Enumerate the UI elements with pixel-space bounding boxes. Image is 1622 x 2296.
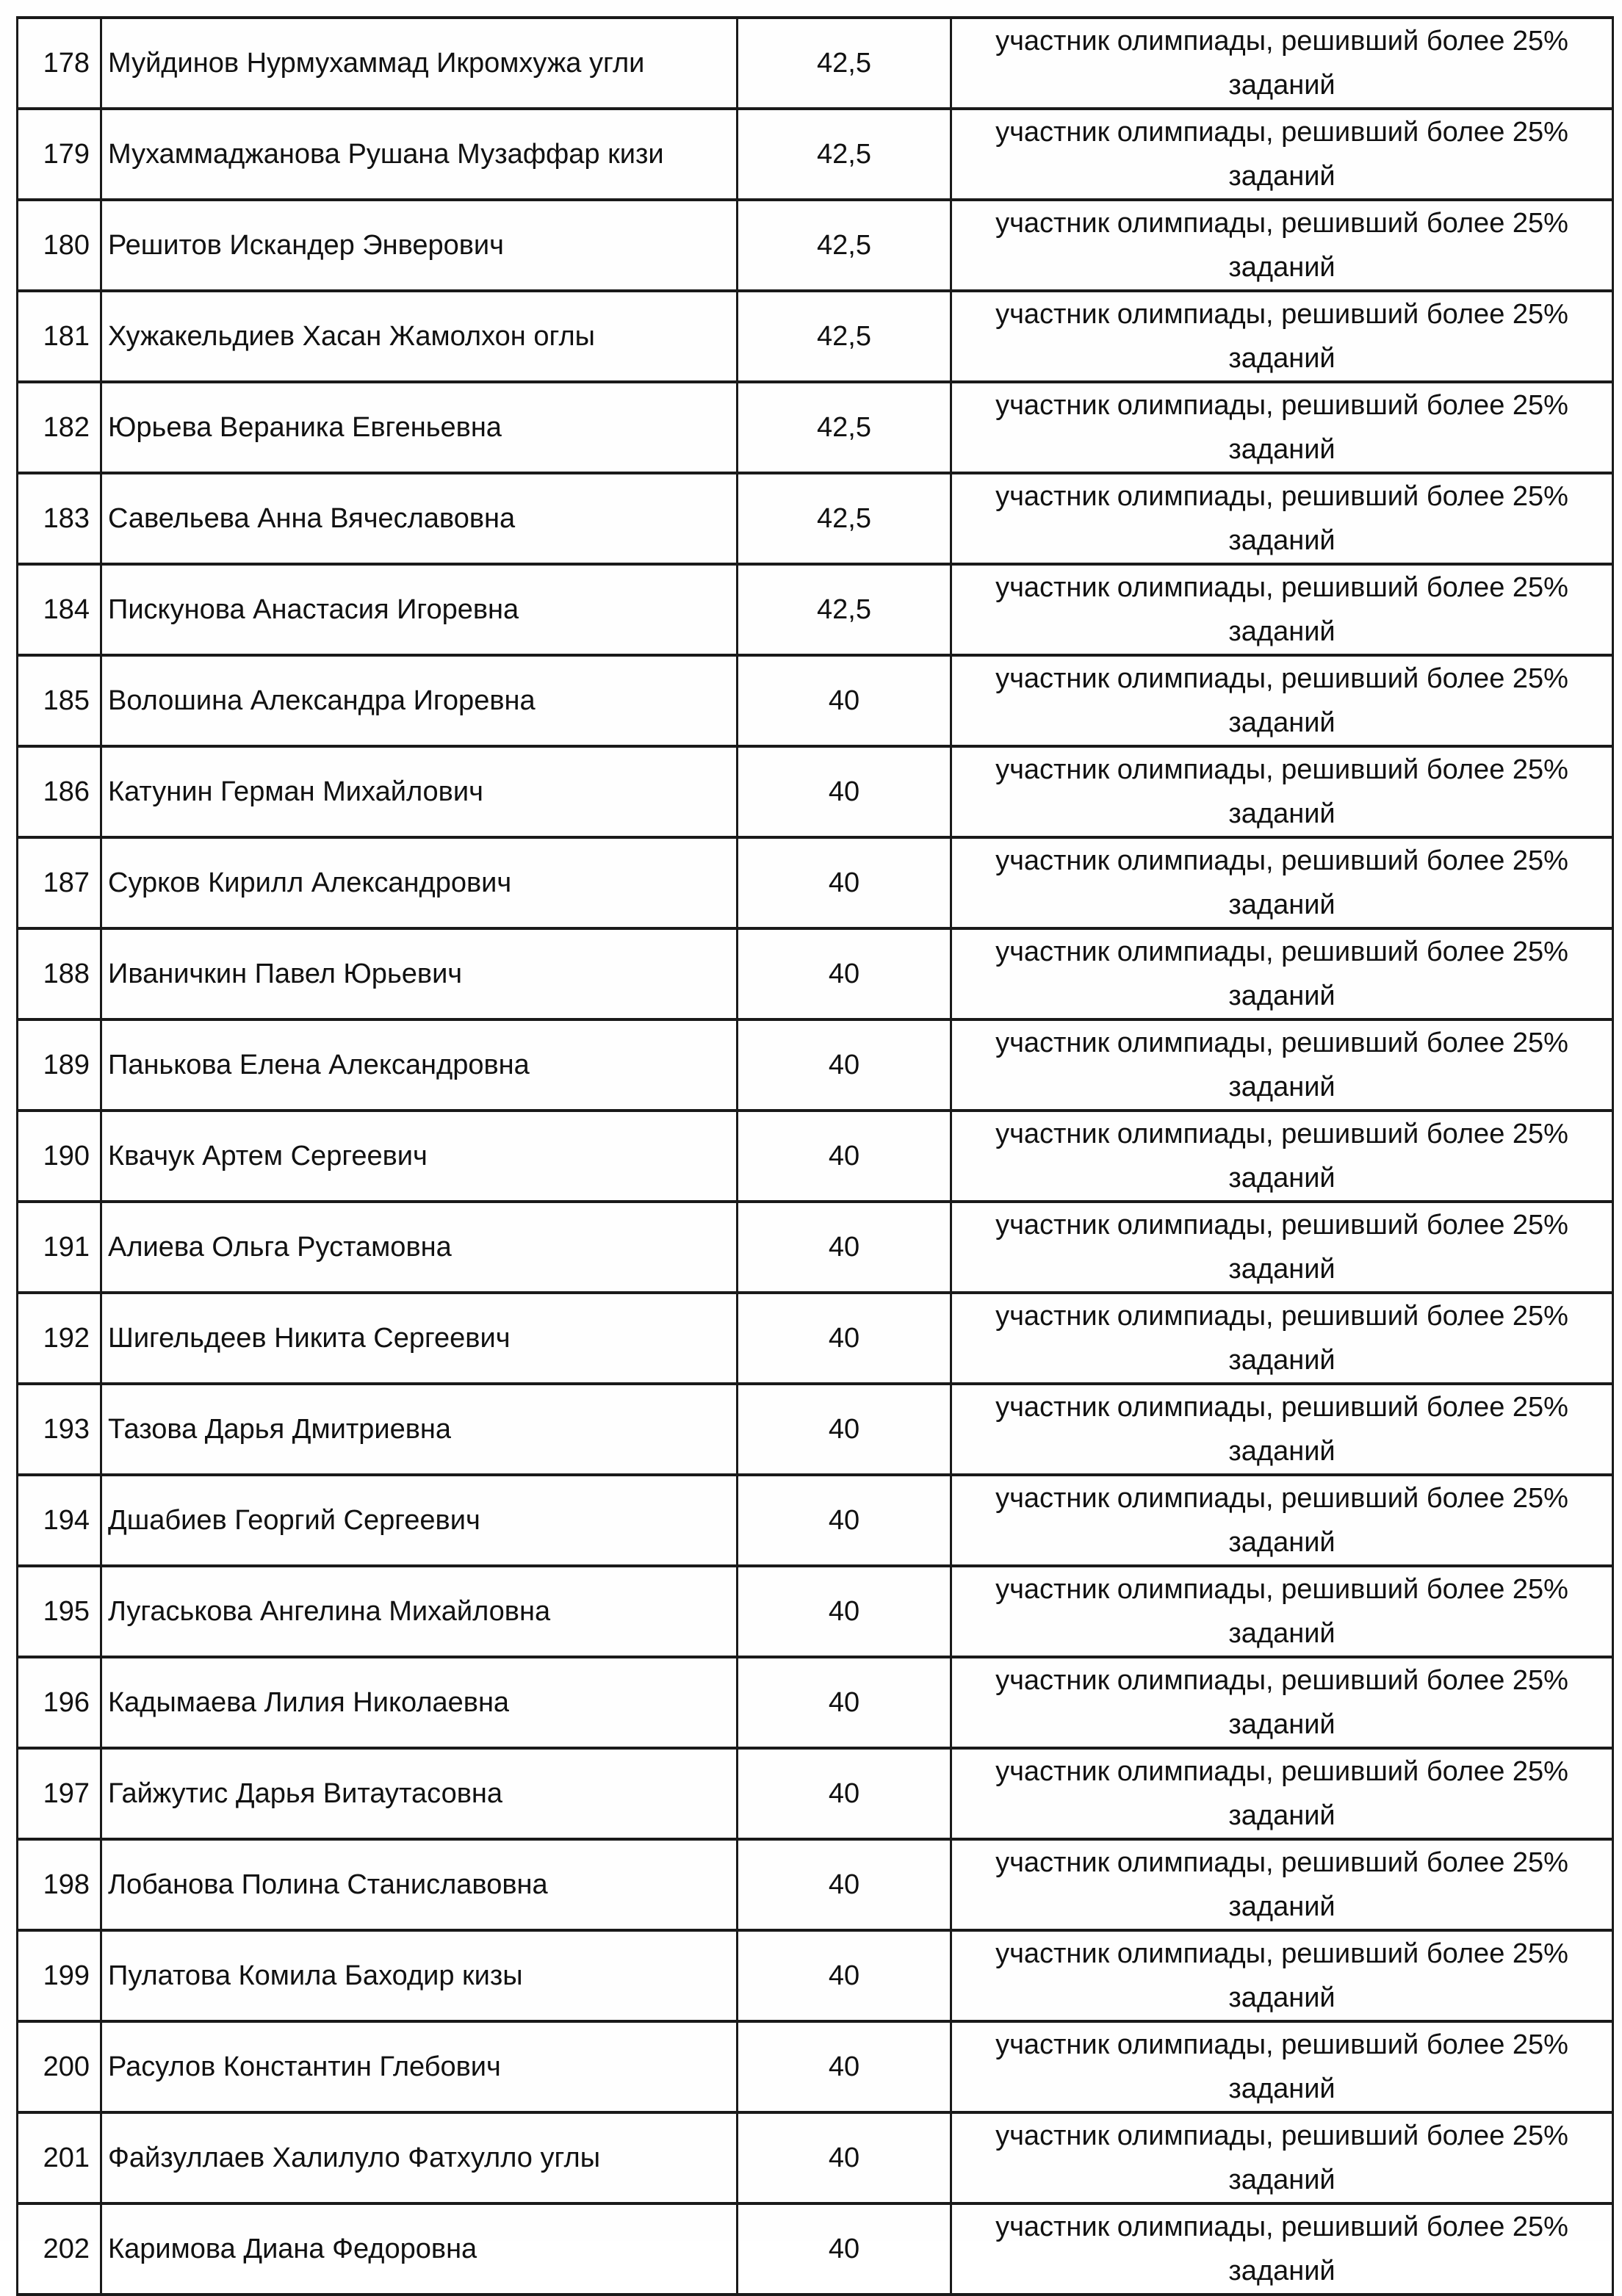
score-cell: 40 — [738, 2112, 951, 2203]
status-line-1: участник олимпиады, решивший более 25% — [995, 390, 1568, 421]
row-number-cell: 179 — [18, 109, 101, 200]
table-row — [18, 655, 1613, 746]
participant-name-cell: Кадымаева Лилия Николаевна — [101, 1657, 738, 1748]
row-number-cell: 182 — [18, 382, 101, 473]
table-row — [18, 200, 1613, 291]
status-cell — [951, 1748, 1613, 1839]
score-cell: 40 — [738, 1566, 951, 1657]
table-row — [18, 109, 1613, 200]
participant-name-cell: Пулатова Комила Баходир кизы — [101, 1930, 738, 2021]
table-row — [18, 1657, 1613, 1748]
score-cell: 40 — [738, 1748, 951, 1839]
table-row — [18, 1930, 1613, 2021]
row-number-cell: 184 — [18, 564, 101, 655]
row-number-cell: 187 — [18, 837, 101, 928]
status-cell — [951, 1293, 1613, 1384]
status-line-2: заданий — [1228, 161, 1336, 192]
participant-name-cell: Мухаммаджанова Рушана Музаффар кизи — [101, 109, 738, 200]
table-row — [18, 1111, 1613, 1202]
table-row — [18, 1019, 1613, 1111]
participant-name-cell: Иваничкин Павел Юрьевич — [101, 928, 738, 1019]
status-line-1: участник олимпиады, решивший более 25% — [995, 1119, 1568, 1149]
score-cell: 40 — [738, 655, 951, 746]
table-row — [18, 1748, 1613, 1839]
status-cell — [951, 2203, 1613, 2295]
status-line-1: участник олимпиады, решивший более 25% — [995, 754, 1568, 785]
row-number-cell: 183 — [18, 473, 101, 564]
participant-name-cell: Хужакельдиев Хасан Жамолхон оглы — [101, 291, 738, 382]
status-line-2: заданий — [1228, 1254, 1336, 1285]
participant-name-cell: Лугаськова Ангелина Михайловна — [101, 1566, 738, 1657]
participant-name-cell: Катунин Герман Михайлович — [101, 746, 738, 837]
row-number-cell: 193 — [18, 1384, 101, 1475]
table-row — [18, 837, 1613, 928]
table-row — [18, 2203, 1613, 2295]
status-cell — [951, 200, 1613, 291]
table-row — [18, 746, 1613, 837]
score-cell: 40 — [738, 1019, 951, 1111]
table-row — [18, 1293, 1613, 1384]
status-line-2: заданий — [1228, 2256, 1336, 2286]
results-table — [16, 16, 1614, 2296]
participant-name-cell: Решитов Искандер Энверович — [101, 200, 738, 291]
status-line-1: участник олимпиады, решивший более 25% — [995, 845, 1568, 876]
table-row — [18, 382, 1613, 473]
row-number-cell: 188 — [18, 928, 101, 1019]
participant-name-cell: Расулов Константин Глебович — [101, 2021, 738, 2112]
participant-name-cell: Сурков Кирилл Александрович — [101, 837, 738, 928]
status-line-2: заданий — [1228, 252, 1336, 283]
status-cell — [951, 1202, 1613, 1293]
status-line-1: участник олимпиады, решивший более 25% — [995, 1028, 1568, 1058]
status-cell — [951, 1384, 1613, 1475]
score-cell: 40 — [738, 2021, 951, 2112]
status-line-1: участник олимпиады, решивший более 25% — [995, 1301, 1568, 1332]
status-line-2: заданий — [1228, 1345, 1336, 1376]
row-number-cell: 181 — [18, 291, 101, 382]
status-line-2: заданий — [1228, 707, 1336, 738]
status-line-2: заданий — [1228, 2073, 1336, 2104]
participant-name-cell: Тазова Дарья Дмитриевна — [101, 1384, 738, 1475]
status-line-1: участник олимпиады, решивший более 25% — [995, 1847, 1568, 1878]
status-line-2: заданий — [1228, 616, 1336, 647]
table-row — [18, 1475, 1613, 1566]
row-number-cell: 195 — [18, 1566, 101, 1657]
score-cell: 40 — [738, 928, 951, 1019]
status-line-2: заданий — [1228, 798, 1336, 829]
status-line-2: заданий — [1228, 1072, 1336, 1102]
status-line-1: участник олимпиады, решивший более 25% — [995, 481, 1568, 512]
participant-name-cell: Лобанова Полина Станиславовна — [101, 1839, 738, 1930]
row-number-cell: 196 — [18, 1657, 101, 1748]
status-line-2: заданий — [1228, 1709, 1336, 1740]
status-line-2: заданий — [1228, 1800, 1336, 1831]
status-line-2: заданий — [1228, 1618, 1336, 1649]
status-line-2: заданий — [1228, 1163, 1336, 1194]
participant-name-cell: Каримова Диана Федоровна — [101, 2203, 738, 2295]
score-cell: 42,5 — [738, 18, 951, 109]
status-cell — [951, 1019, 1613, 1111]
table-row — [18, 1384, 1613, 1475]
status-line-2: заданий — [1228, 1982, 1336, 2013]
row-number-cell: 194 — [18, 1475, 101, 1566]
score-cell: 40 — [738, 1839, 951, 1930]
score-cell: 40 — [738, 837, 951, 928]
status-line-1: участник олимпиады, решивший более 25% — [995, 572, 1568, 603]
row-number-cell: 189 — [18, 1019, 101, 1111]
results-table-body — [18, 18, 1613, 2295]
participant-name-cell: Алиева Ольга Рустамовна — [101, 1202, 738, 1293]
status-line-1: участник олимпиады, решивший более 25% — [995, 1392, 1568, 1423]
score-cell: 40 — [738, 1293, 951, 1384]
status-cell — [951, 1930, 1613, 2021]
score-cell: 40 — [738, 1475, 951, 1566]
status-cell — [951, 382, 1613, 473]
score-cell: 40 — [738, 1202, 951, 1293]
row-number-cell: 200 — [18, 2021, 101, 2112]
status-cell — [951, 1111, 1613, 1202]
participant-name-cell: Панькова Елена Александровна — [101, 1019, 738, 1111]
score-cell: 40 — [738, 1657, 951, 1748]
row-number-cell: 201 — [18, 2112, 101, 2203]
status-cell — [951, 1566, 1613, 1657]
row-number-cell: 197 — [18, 1748, 101, 1839]
table-row — [18, 2112, 1613, 2203]
status-cell — [951, 2112, 1613, 2203]
status-cell — [951, 1839, 1613, 1930]
row-number-cell: 185 — [18, 655, 101, 746]
row-number-cell: 190 — [18, 1111, 101, 1202]
row-number-cell: 191 — [18, 1202, 101, 1293]
participant-name-cell: Файзуллаев Халилуло Фатхулло углы — [101, 2112, 738, 2203]
table-row — [18, 928, 1613, 1019]
participant-name-cell: Пискунова Анастасия Игоревна — [101, 564, 738, 655]
row-number-cell: 202 — [18, 2203, 101, 2295]
status-line-1: участник олимпиады, решивший более 25% — [995, 1938, 1568, 1969]
score-cell: 42,5 — [738, 382, 951, 473]
status-cell — [951, 473, 1613, 564]
table-row — [18, 1566, 1613, 1657]
row-number-cell: 198 — [18, 1839, 101, 1930]
status-line-1: участник олимпиады, решивший более 25% — [995, 1665, 1568, 1696]
status-line-1: участник олимпиады, решивший более 25% — [995, 1574, 1568, 1605]
status-line-1: участник олимпиады, решивший более 25% — [995, 208, 1568, 239]
status-line-1: участник олимпиады, решивший более 25% — [995, 26, 1568, 57]
status-line-2: заданий — [1228, 1436, 1336, 1467]
table-row — [18, 18, 1613, 109]
participant-name-cell: Юрьева Вераника Евгеньевна — [101, 382, 738, 473]
status-line-2: заданий — [1228, 525, 1336, 556]
table-row — [18, 291, 1613, 382]
status-line-1: участник олимпиады, решивший более 25% — [995, 1483, 1568, 1514]
status-line-2: заданий — [1228, 2165, 1336, 2195]
score-cell: 40 — [738, 746, 951, 837]
participant-name-cell: Гайжутис Дарья Витаутасовна — [101, 1748, 738, 1839]
participant-name-cell: Муйдинов Нурмухаммад Икромхужа угли — [101, 18, 738, 109]
status-cell — [951, 18, 1613, 109]
row-number-cell: 199 — [18, 1930, 101, 2021]
status-line-1: участник олимпиады, решивший более 25% — [995, 2029, 1568, 2060]
status-line-1: участник олимпиады, решивший более 25% — [995, 1210, 1568, 1241]
participant-name-cell: Волошина Александра Игоревна — [101, 655, 738, 746]
score-cell: 40 — [738, 1111, 951, 1202]
status-line-2: заданий — [1228, 981, 1336, 1011]
status-cell — [951, 1475, 1613, 1566]
status-line-1: участник олимпиады, решивший более 25% — [995, 2212, 1568, 2242]
status-line-1: участник олимпиады, решивший более 25% — [995, 117, 1568, 148]
row-number-cell: 192 — [18, 1293, 101, 1384]
status-line-2: заданий — [1228, 434, 1336, 465]
table-row — [18, 564, 1613, 655]
status-cell — [951, 564, 1613, 655]
participant-name-cell: Дшабиев Георгий Сергеевич — [101, 1475, 738, 1566]
score-cell: 40 — [738, 2203, 951, 2295]
status-line-2: заданий — [1228, 1891, 1336, 1922]
status-line-1: участник олимпиады, решивший более 25% — [995, 1756, 1568, 1787]
status-line-1: участник олимпиады, решивший более 25% — [995, 936, 1568, 967]
status-line-2: заданий — [1228, 1527, 1336, 1558]
score-cell: 42,5 — [738, 564, 951, 655]
status-cell — [951, 1657, 1613, 1748]
status-cell — [951, 291, 1613, 382]
status-line-1: участник олимпиады, решивший более 25% — [995, 663, 1568, 694]
table-row — [18, 2021, 1613, 2112]
status-line-2: заданий — [1228, 889, 1336, 920]
row-number-cell: 178 — [18, 18, 101, 109]
status-line-1: участник олимпиады, решивший более 25% — [995, 2120, 1568, 2151]
status-cell — [951, 2021, 1613, 2112]
status-line-2: заданий — [1228, 70, 1336, 101]
score-cell: 42,5 — [738, 200, 951, 291]
participant-name-cell: Шигельдеев Никита Сергеевич — [101, 1293, 738, 1384]
score-cell: 42,5 — [738, 109, 951, 200]
table-row — [18, 1839, 1613, 1930]
table-row — [18, 1202, 1613, 1293]
status-cell — [951, 837, 1613, 928]
row-number-cell: 180 — [18, 200, 101, 291]
score-cell: 40 — [738, 1930, 951, 2021]
row-number-cell: 186 — [18, 746, 101, 837]
score-cell: 42,5 — [738, 473, 951, 564]
score-cell: 40 — [738, 1384, 951, 1475]
table-row — [18, 473, 1613, 564]
status-cell — [951, 746, 1613, 837]
status-line-1: участник олимпиады, решивший более 25% — [995, 299, 1568, 330]
status-line-2: заданий — [1228, 343, 1336, 374]
participant-name-cell: Савельева Анна Вячеславовна — [101, 473, 738, 564]
participant-name-cell: Квачук Артем Сергеевич — [101, 1111, 738, 1202]
status-cell — [951, 928, 1613, 1019]
status-cell — [951, 109, 1613, 200]
status-cell — [951, 655, 1613, 746]
score-cell: 42,5 — [738, 291, 951, 382]
